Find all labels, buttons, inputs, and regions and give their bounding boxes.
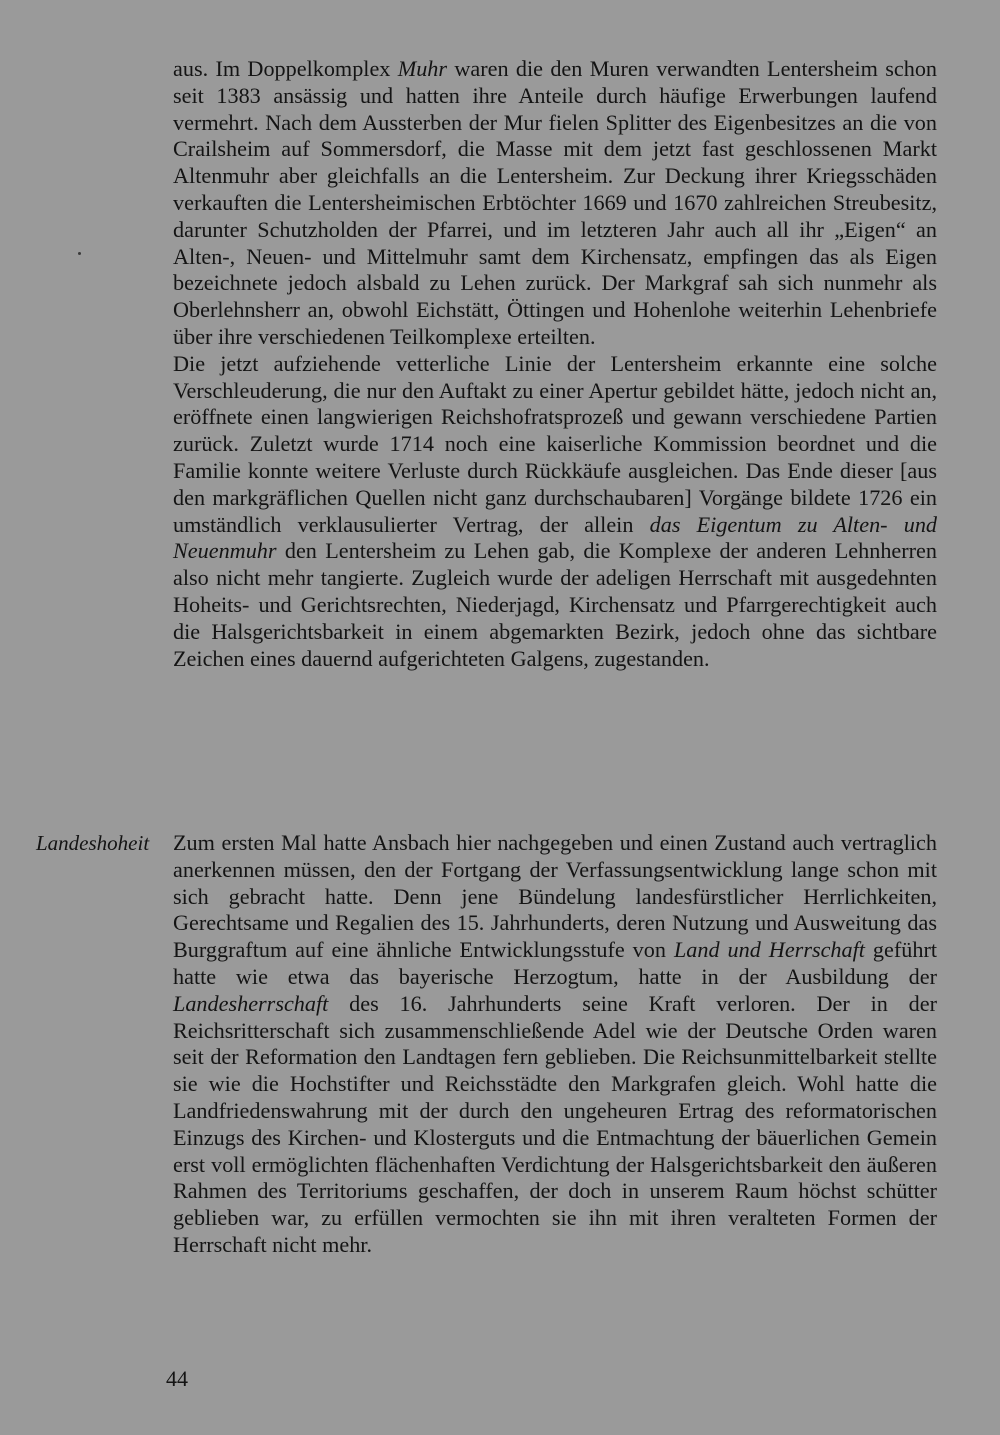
italic-phrase: Land und Herrschaft [673,937,865,963]
ink-speck [78,252,81,255]
page-number: 44 [166,1366,188,1391]
paragraph-landeshoheit: Zum ersten Mal hatte Ansbach hier nachgegeben und einen Zustand auch vertraglich anerkennen müssen, den der Fortgang der Verfassungsentwicklung lange schon mit sich gebracht hatte. Denn jene Bündelung landesfürstlicher Herrlichkeiten, Gerechtsame und Regalien des 15. Jahrhunderts, deren Nutzung und Ausweitung das Burggraftum auf eine ähnliche Entwicklungsstufe von Land und Herrschaft geführt hatte wie etwa das bayerische Herzogtum, hatte in der Ausbildung der Landesherrschaft des 16. Jahrhunderts seine Kraft verloren. Der in der Reichsritterschaft sich zusammenschließende Adel wie der Deutsche Orden waren seit der Reformation den Landtagen fern geblieben. Die Reichsunmittelbarkeit stellte sie wie die Hochstifter und Reichsstädte den Markgrafen gleich. Wohl hatte die Landfriedenswahrung mit der durch den ungeheuren Ertrag des reformatorischen Einzugs des Kirchen- und Klosterguts und die Entmachtung der bäuerlichen Gemein erst voll ermöglichten flächenhaften Verdichtung der Halsgerichtsbarkeit den äußeren Rahmen des Territoriums geschaffen, der doch in unserem Raum höchst schütter geblieben war, zu erfüllen vermochten sie ihn mit ihren veralteten Formen der Herrschaft nicht mehr. [173,830,938,1257]
paragraph-muhr-history: aus. Im Doppelkomplex Muhr waren die den Muren verwandten Lentersheim schon seit 1383 ansässig und hatten ihre Anteile durch häufige Erwerbungen laufend vermehrt. Nach dem Aussterben der Mur fielen Splitter des Eigenbesitzes an die von Crailsheim auf Sommersdorf, die Masse mit dem jetzt fast geschlossenen Markt Altenmuhr aber gleichfalls an die Lentersheim. Zur Deckung ihrer Kriegsschäden verkauften die Lentersheimischen Erbtöchter 1669 und 1670 zahlreichen Streubesitz, darunter Schutzholden der Pfarrei, und im letzteren Jahr auch all ihr „Eigen“ an Alten-, Neuen- und Mittelmuhr samt dem Kirchensatz, empfingen das als Eigen bezeichnete jedoch alsbald zu Lehen zurück. Der Markgraf sah sich nunmehr als Oberlehnsherr an, obwohl Eichstätt, Öttingen und Hohenlohe weiterhin Lehenbriefe über ihre verschiedenen Teilkomplexe erteilten. [173,56,938,349]
main-text-block-1 [173,56,937,672]
italic-phrase: das Eigentum zu Alten- und Neuenmuhr [173,511,938,564]
paragraph-lentersheim-dispute: Die jetzt aufziehende vetterliche Linie der Lentersheim erkannte eine solche Verschleuderung, die nur den Auftakt zu einer Apertur gebildet hätte, jedoch nicht an, eröffnete einen langwierigen Reichshofratsprozeß und gewann verschiedene Partien zurück. Zuletzt wurde 1714 noch eine kaiserliche Kommission beordnet und die Familie konnte weitere Verluste durch Rückkäufe ausgleichen. Das Ende dieser [aus den markgräflichen Quellen nicht ganz durchschaubaren] Vorgänge bildete 1726 ein umständlich verklausulierter Vertrag, der allein das Eigentum zu Alten- und Neuenmuhr den Lentersheim zu Lehen gab, die Komplexe der anderen Lehnherren also nicht mehr tangierte. Zugleich wurde der adeligen Herrschaft mit ausgedehnten Hoheits- und Gerichtsrechten, Niederjagd, Kirchensatz und Pfarrgerechtigkeit auch die Halsgerichtsbarkeit in einem abgemarkten Bezirk, jedoch ohne das sichtbare Zeichen eines dauernd aufgerichteten Galgens, zugestanden. [173,350,938,671]
margin-heading: Landeshoheit [36,831,150,855]
italic-phrase: Landesherrschaft [173,990,329,1016]
main-text-block-2 [173,830,937,1259]
italic-phrase: Muhr [397,56,448,81]
